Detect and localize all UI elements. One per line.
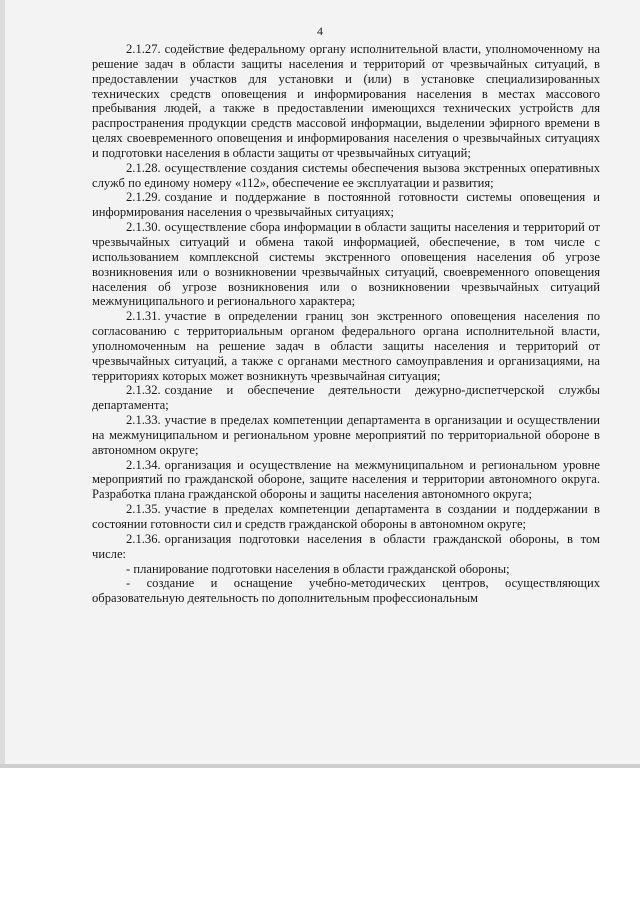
scan-left-edge bbox=[0, 0, 5, 768]
paragraph-2-1-28 bbox=[92, 161, 600, 191]
paragraph-2-1-36 bbox=[92, 532, 600, 562]
clause-number: 2.1.29. bbox=[126, 190, 161, 205]
clause-text: осуществление создания системы обеспечения вызова экстренных оперативных служб по единому номеру «112», обеспечение ее эксплуатации и развития; bbox=[92, 160, 600, 190]
paragraph-2-1-32 bbox=[92, 383, 600, 413]
page-number: 4 bbox=[317, 24, 323, 38]
paragraph-2-1-33 bbox=[92, 413, 600, 458]
clause-number: 2.1.35. bbox=[126, 502, 161, 517]
list-item-centers bbox=[92, 576, 600, 606]
clause-text: участие в определении границ зон экстренного оповещения населения по согласованию с территориальным органом федерального органа исполнительной власти, уполномоченным на решение задач в области защиты населения и территорий от чрезвычайных ситуаций, а также с органами местного самоуправления и организациями, на территориях которых может возникнуть чрезвычайная ситуация; bbox=[92, 309, 600, 383]
clause-number: 2.1.27. bbox=[126, 42, 161, 56]
paragraph-2-1-34 bbox=[92, 458, 600, 503]
list-item-planning bbox=[92, 562, 600, 577]
paragraph-2-1-27 bbox=[92, 42, 600, 161]
list-item-text: - создание и оснащение учебно-методических центров, осуществляющих образовательную деятельность по дополнительным профессиональным bbox=[92, 576, 600, 606]
clause-number: 2.1.31. bbox=[126, 309, 161, 324]
scan-bottom-edge bbox=[0, 764, 640, 768]
clause-number: 2.1.32. bbox=[126, 383, 161, 398]
paragraph-2-1-31 bbox=[92, 309, 600, 383]
paragraph-2-1-30 bbox=[92, 220, 600, 309]
clause-number: 2.1.34. bbox=[126, 457, 161, 472]
clause-text: создание и обеспечение деятельности дежурно-диспетчерской службы департамента; bbox=[92, 383, 600, 413]
clause-text: организация и осуществление на межмуниципальном и региональном уровне мероприятий по гражданской обороне, защите населения и территории автономного округа. Разработка плана гражданской обороны и защиты населения автономного округа; bbox=[92, 457, 600, 502]
document-body bbox=[92, 42, 600, 606]
clause-text: содействие федеральному органу исполнительной власти, уполномоченному на решение задач в области защиты населения и территорий от чрезвычайных ситуаций, в предоставлении участков для установки и (или) в установке специализированных технических средств оповещения и информирования населения в местах массового пребывания людей, а также в предоставлении имеющихся технических устройств для распространения продукции средств массовой информации, выделении эфирного времени в целях своевременного оповещения и информирования населения о чрезвычайных ситуациях и подготовки населения в области защиты от чрезвычайных ситуаций; bbox=[92, 42, 600, 160]
paragraph-2-1-29 bbox=[92, 190, 600, 220]
list-item-text: - планирование подготовки населения в области гражданской обороны; bbox=[126, 561, 510, 576]
clause-number: 2.1.30. bbox=[126, 220, 161, 235]
clause-text: организация подготовки населения в области гражданской обороны, в том числе: bbox=[92, 531, 600, 561]
paragraph-2-1-35 bbox=[92, 502, 600, 532]
clause-text: осуществление сбора информации в области защиты населения и территорий от чрезвычайных ситуаций и обмена такой информацией, обеспечение, в том числе с использованием комплексной системы экстренного оповещения населения об угрозе возникновения или о возникновении чрезвычайных ситуаций, своевременного оповещения населения об угрозе возникновения или о возникновении чрезвычайных ситуаций межмуниципального и регионального характера; bbox=[92, 220, 600, 309]
clause-number: 2.1.33. bbox=[126, 413, 161, 428]
clause-number: 2.1.28. bbox=[126, 160, 161, 175]
clause-text: создание и поддержание в постоянной готовности системы оповещения и информирования населения о чрезвычайных ситуациях; bbox=[92, 190, 600, 220]
clause-text: участие в пределах компетенции департамента в организации и осуществлении на межмуниципальном и региональном уровне мероприятий по территориальной обороне в автономном округе; bbox=[92, 413, 600, 457]
clause-text: участие в пределах компетенции департамента в создании и поддержании в состоянии готовности сил и средств гражданской обороны в автономном округе; bbox=[92, 502, 600, 531]
clause-number: 2.1.36. bbox=[126, 531, 161, 546]
